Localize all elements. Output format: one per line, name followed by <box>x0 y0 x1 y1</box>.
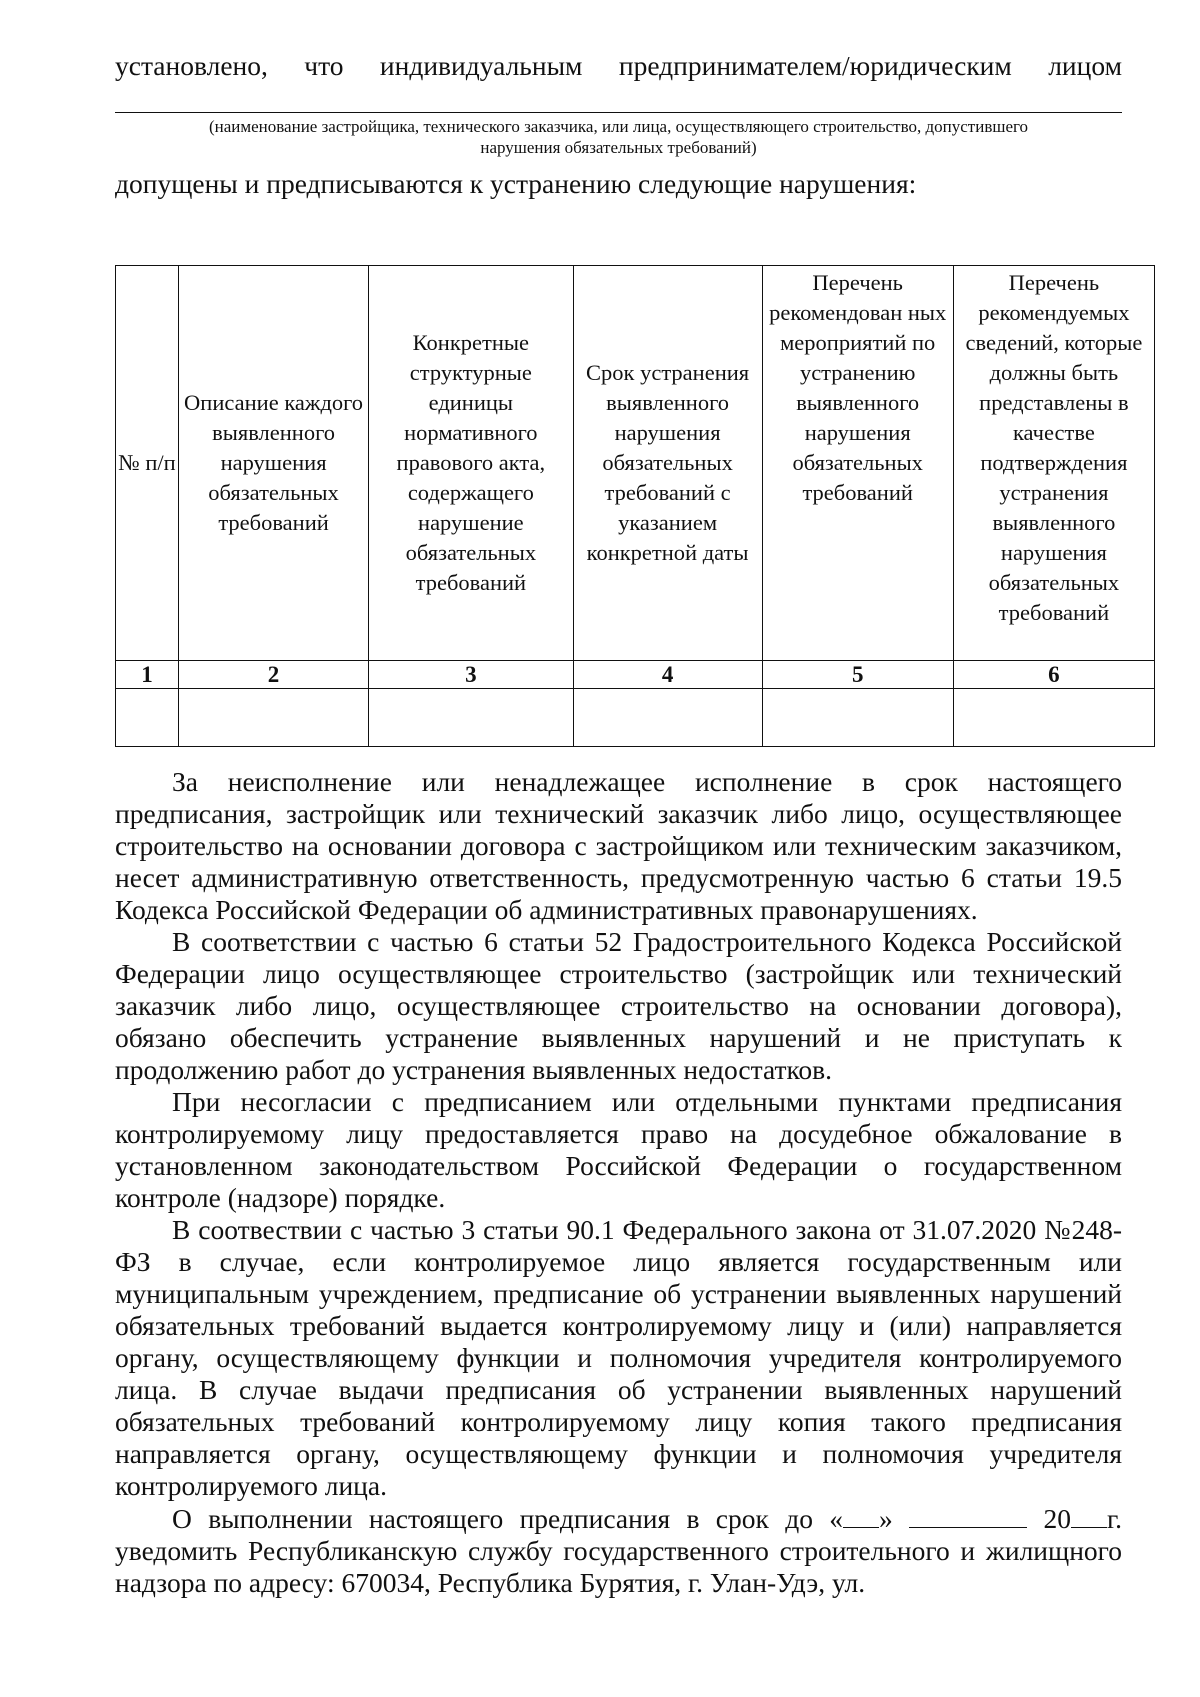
empty-cell <box>573 689 762 747</box>
column-number: 6 <box>953 661 1154 689</box>
year-suffix: г. <box>1106 1502 1123 1534</box>
header-number: № п/п <box>116 266 179 661</box>
table-header-row <box>116 266 1155 661</box>
violations-table <box>115 265 1155 747</box>
column-number: 2 <box>179 661 369 689</box>
header-recommended-measures: Перечень рекомендован ных мероприятий по устранению выявленного нарушения обязательных требований <box>762 266 953 661</box>
table-number-row <box>116 661 1155 689</box>
month-blank <box>909 1502 1027 1528</box>
paragraph-liability: За неисполнение или ненадлежащее исполнение в срок настоящего предписания, застройщик или технический заказчик либо лицо, осуществляющее строительство на основании договора с застройщиком или техническим заказчиком, несет административную ответственность, предусмотренную частью 6 статьи 19.5 Кодекса Российской Федерации об административных правонарушениях. <box>115 766 1122 925</box>
blank-underline <box>115 112 1122 113</box>
empty-cell <box>953 689 1154 747</box>
year-prefix: 20 <box>1043 1502 1071 1534</box>
caption-line-1: (наименование застройщика, технического заказчика, или лица, осуществляющего строительство, допустившего <box>208 117 1029 136</box>
column-number: 3 <box>369 661 573 689</box>
empty-cell <box>369 689 573 747</box>
violations-lead-in: допущены и предписываются к устранению следующие нарушения: <box>115 168 917 199</box>
column-number: 1 <box>116 661 179 689</box>
paragraph-obligation: В соответствии с частью 6 статьи 52 Градостроительного Кодекса Российской Федерации лицо осуществляющее строительство (застройщик или технический заказчик либо лицо, осуществляющее строительство на основании договора), обязано обеспечить устранение выявленных нарушений и не приступать к продолжению работ до устранения выявленных недостатков. <box>115 926 1122 1085</box>
empty-cell <box>179 689 369 747</box>
caption-line-2: нарушения обязательных требований) <box>480 138 757 157</box>
empty-cell <box>116 689 179 747</box>
header-confirmation-info: Перечень рекомендуемых сведений, которые должны быть представлены в качестве подтверждения устранения выявленного нарушения обязательных требований <box>953 266 1154 661</box>
header-structural-units: Конкретные структурные единицы нормативного правового акта, содержащего нарушение обязательных требований <box>369 266 573 661</box>
year-blank <box>1071 1502 1107 1528</box>
header-description: Описание каждого выявленного нарушения обязательных требований <box>179 266 369 661</box>
quote-close: » <box>879 1502 893 1534</box>
paragraph-notification <box>115 1502 1122 1535</box>
paragraph-appeal: При несогласии с предписанием или отдельными пунктами предписания контролируемому лицу предоставляется право на досудебное обжалование в установленном законодательством Российской Федерации о государственном контроле (надзоре) порядке. <box>115 1086 1122 1213</box>
column-number: 4 <box>573 661 762 689</box>
table-empty-row <box>116 689 1155 747</box>
intro-line: установлено, что индивидуальным предпринимателем/юридическим лицом <box>115 50 1122 81</box>
header-deadline: Срок устранения выявленного нарушения обязательных требований с указанием конкретной даты <box>573 266 762 661</box>
underline-caption <box>115 116 1122 158</box>
paragraph-notification-continued: уведомить Республиканскую службу государственного строительного и жилищного надзора по адресу: 670034, Республика Бурятия, г. Улан-Удэ, ул. <box>115 1534 1122 1598</box>
paragraph-state-institution: В соотвествии с частью 3 статьи 90.1 Федерального закона от 31.07.2020 №248-ФЗ в случае, если контролируемое лицо является государственным или муниципальным учреждением, предписание об устранении выявленных нарушений обязательных требований выдается контролируемому лицу и (или) направляется органу, осуществляющему функции и полномочия учредителя контролируемого лица. В случае выдачи предписания об устранении выявленных нарушений обязательных требований контролируемому лицу копия такого предписания направляется органу, осуществляющему функции и полномочия учредителя контролируемого лица. <box>115 1214 1122 1501</box>
column-number: 5 <box>762 661 953 689</box>
body-text <box>115 766 1122 1599</box>
day-blank <box>843 1502 879 1528</box>
notification-text-start: О выполнении настоящего предписания в срок до « <box>172 1502 844 1534</box>
empty-cell <box>762 689 953 747</box>
